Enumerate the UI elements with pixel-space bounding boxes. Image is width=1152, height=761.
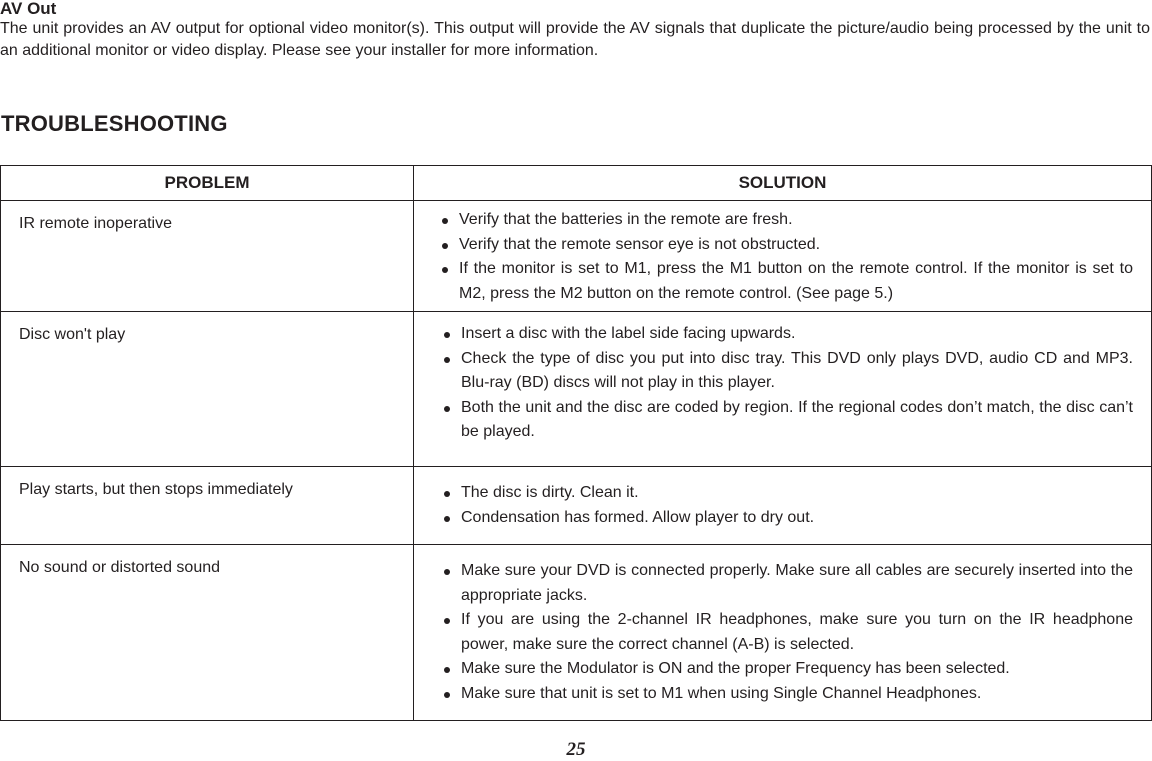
problem-text: IR remote inoperative [19,215,172,232]
table-row [1,312,1152,467]
solution-cell [414,201,1152,312]
bullet-icon [444,406,450,412]
solution-item: Check the type of disc you put into disc tray. This DVD only plays DVD, audio CD and MP3. Blu-ray (BD) discs will not play in this player. [444,347,1133,396]
solution-item: If the monitor is set to M1, press the M1 button on the remote control. If the monitor is set to M2, press the M2 button on the remote control. (See page 5.) [442,257,1133,306]
bullet-icon [444,667,450,673]
solution-item: Both the unit and the disc are coded by region. If the regional codes don’t match, the disc can’t be played. [444,396,1133,445]
solution-item: Condensation has formed. Allow player to dry out. [444,506,1133,531]
problem-cell [1,545,414,721]
bullet-icon [442,243,448,249]
troubleshooting-heading: TROUBLESHOOTING [1,111,228,136]
bullet-icon [444,618,450,624]
solution-item: Make sure your DVD is connected properly. Make sure all cables are securely inserted into the appropriate jacks. [444,559,1133,608]
problem-cell [1,201,414,312]
troubleshooting-table [0,165,1152,721]
table-row [1,201,1152,312]
solution-cell [414,312,1152,467]
bullet-icon [444,357,450,363]
solution-list [442,208,1133,306]
table-row [1,467,1152,545]
solution-item: Verify that the remote sensor eye is not obstructed. [442,233,1133,258]
problem-cell [1,312,414,467]
solution-item: If you are using the 2-channel IR headphones, make sure you turn on the IR headphone power, make sure the correct channel (A-B) is selected. [444,608,1133,657]
av-out-heading: AV Out [0,0,57,18]
table-row [1,545,1152,721]
solution-cell [414,467,1152,545]
bullet-icon [442,218,448,224]
solution-item: The disc is dirty. Clean it. [444,481,1133,506]
solution-item: Verify that the batteries in the remote are fresh. [442,208,1133,233]
bullet-icon [444,516,450,522]
problem-text: Play starts, but then stops immediately [19,481,293,498]
bullet-icon [444,491,450,497]
bullet-icon [444,569,450,575]
solution-column-header: SOLUTION [414,166,1152,201]
solution-cell [414,545,1152,721]
page-number: 25 [566,739,586,760]
solution-item: Make sure the Modulator is ON and the proper Frequency has been selected. [444,657,1133,682]
problem-column-header: PROBLEM [1,166,414,201]
solution-item: Insert a disc with the label side facing upwards. [444,322,1133,347]
problem-cell [1,467,414,545]
table-header-row [1,166,1152,201]
solution-list [444,322,1133,445]
bullet-icon [442,267,448,273]
problem-text: Disc won't play [19,326,126,343]
solution-list [444,481,1133,530]
av-out-paragraph: The unit provides an AV output for optional video monitor(s). This output will provide the AV signals that duplicate the picture/audio being processed by the unit to an additional monitor or video display. Please see your installer for more information. [0,20,1150,59]
problem-text: No sound or distorted sound [19,559,221,576]
solution-item: Make sure that unit is set to M1 when using Single Channel Headphones. [444,682,1133,707]
bullet-icon [444,332,450,338]
solution-list [444,559,1133,706]
bullet-icon [444,692,450,698]
